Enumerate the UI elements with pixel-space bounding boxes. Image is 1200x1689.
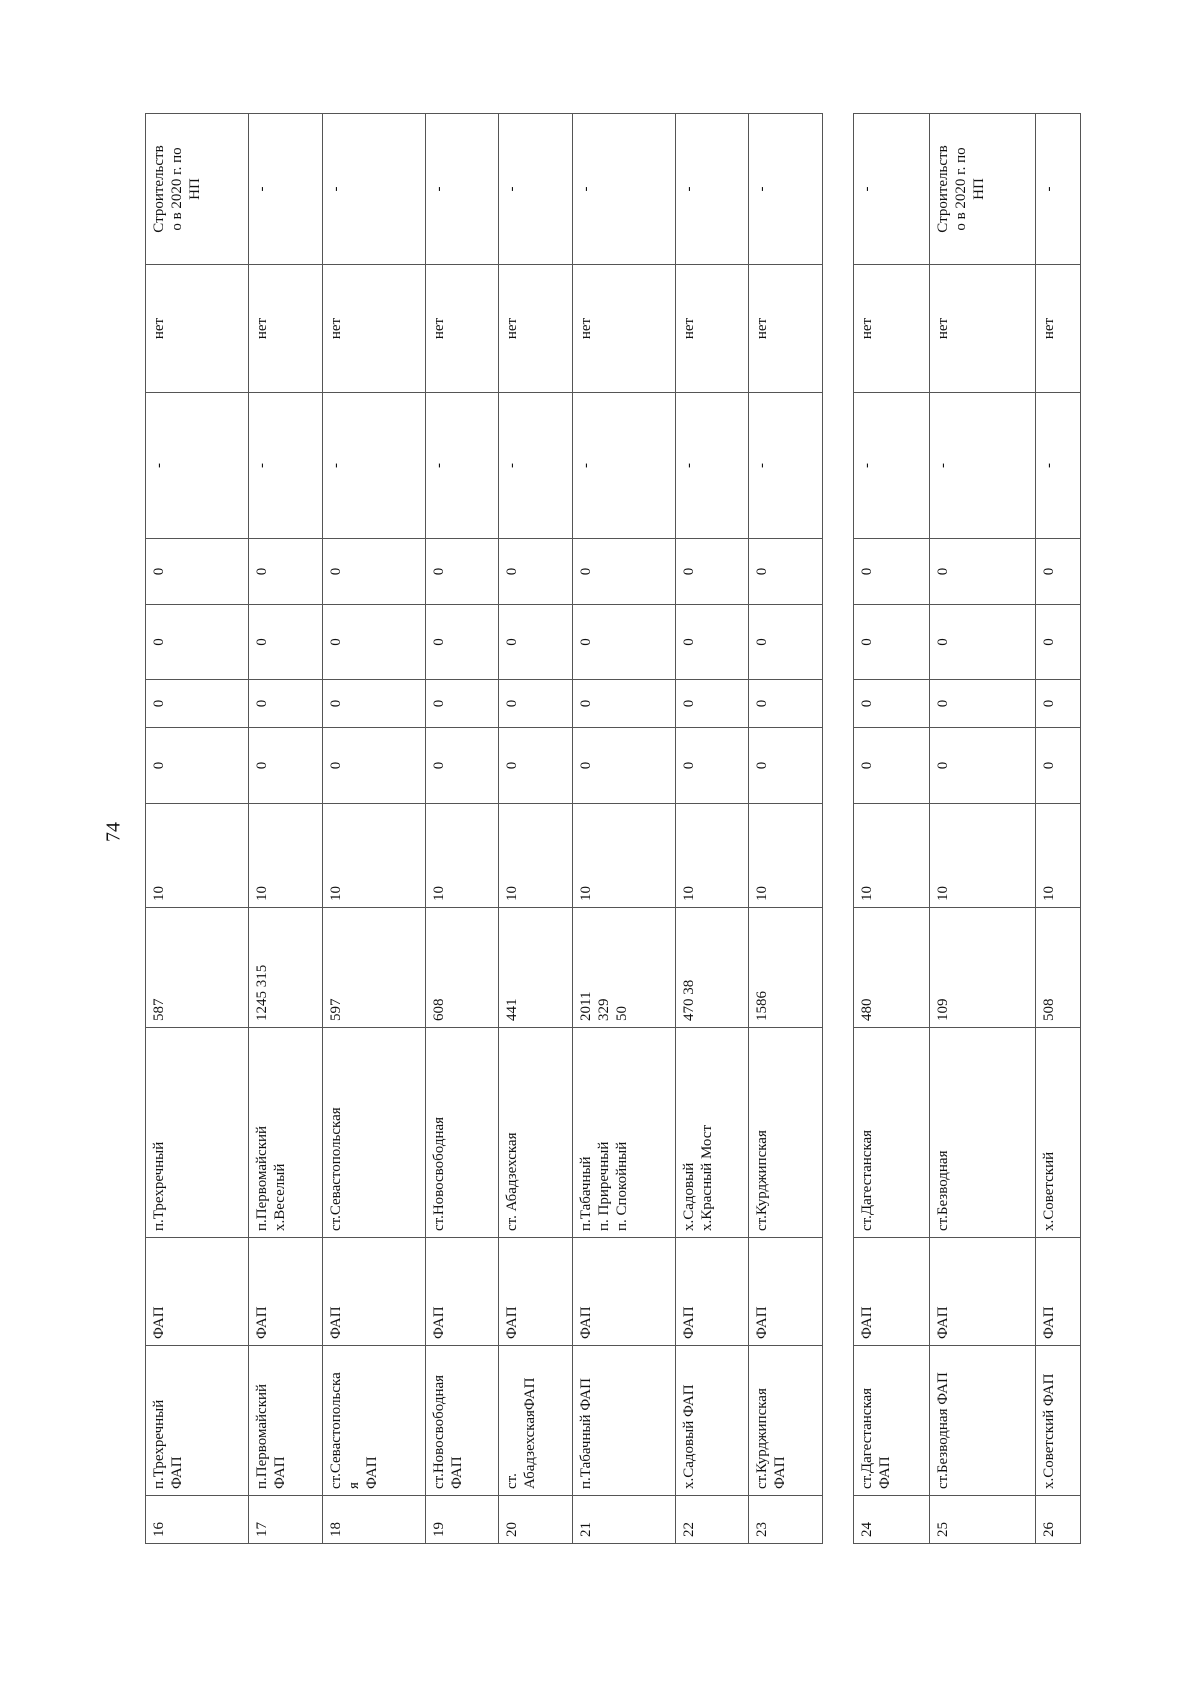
value-col-11: - [854,393,930,539]
facility-name-line: п.Табачный ФАП [577,1378,594,1489]
value-col-7: 0 [675,728,749,804]
value-col-7: 0 [749,728,823,804]
facility-type: ФАП [322,1238,425,1346]
value-col-11: - [675,393,749,539]
note [146,114,249,265]
population [929,908,1035,1028]
value-col-9: 0 [749,605,823,680]
value-col-9: 0 [499,605,573,680]
population [425,908,499,1028]
table-row [249,114,323,1544]
settlements [146,1028,249,1238]
population [854,908,930,1028]
population-line: 50 [613,1006,630,1021]
value-col-9: 0 [1035,605,1080,680]
value-col-11: - [929,393,1035,539]
value-col-9: 0 [854,605,930,680]
value-col-10: 0 [322,539,425,605]
population-line: 441 [504,998,521,1021]
facility-name-line: х.Советский ФАП [1040,1373,1057,1489]
value-col-6: 10 [854,804,930,908]
value-col-12: нет [146,265,249,393]
facility-name-line: ст.Севастопольска [327,1372,344,1489]
settlements [499,1028,573,1238]
population [249,908,323,1028]
facility-name-line: ФАП [877,1456,893,1489]
row-number: 17 [249,1496,323,1544]
table-row [572,114,675,1544]
note-line: НП [970,178,987,200]
settlements-line: х.Красный Мост [698,1124,715,1231]
facility-type: ФАП [1035,1238,1080,1346]
value-col-10: 0 [675,539,749,605]
value-col-11: - [499,393,573,539]
population-line: 1586 [754,991,771,1021]
value-col-8: 0 [675,680,749,728]
value-col-6: 10 [572,804,675,908]
note [854,114,930,265]
facility-name [249,1346,323,1496]
value-col-6: 10 [929,804,1035,908]
value-col-10: 0 [1035,539,1080,605]
settlements-line: ст.Дагестанская [859,1129,875,1231]
value-col-12: нет [249,265,323,393]
settlements [675,1028,749,1238]
facility-name [146,1346,249,1496]
row-number: 21 [572,1496,675,1544]
value-col-6: 10 [425,804,499,908]
value-col-9: 0 [675,605,749,680]
value-col-7: 0 [146,728,249,804]
value-col-11: - [146,393,249,539]
table-row [146,114,249,1544]
value-col-8: 0 [749,680,823,728]
facility-name [1035,1346,1080,1496]
settlements-line: ст.Новосвободная [430,1116,447,1231]
settlements [749,1028,823,1238]
row-number: 18 [322,1496,425,1544]
value-col-8: 0 [425,680,499,728]
note [322,114,425,265]
facility-name-line: я [345,1482,362,1489]
value-col-12: нет [675,265,749,393]
note-line: - [504,186,521,192]
value-col-12: нет [854,265,930,393]
settlements-line: х.Советский [1040,1151,1057,1231]
facility-type: ФАП [425,1238,499,1346]
population [675,908,749,1028]
facilities-table-1 [145,113,823,1544]
value-col-10: 0 [425,539,499,605]
note [1035,114,1080,265]
facilities-table-2 [853,113,1081,1544]
table-row [322,114,425,1544]
value-col-8: 0 [146,680,249,728]
table-row [675,114,749,1544]
value-col-7: 0 [1035,728,1080,804]
facility-type: ФАП [146,1238,249,1346]
facility-name-line: ФАП [772,1456,789,1489]
value-col-8: 0 [499,680,573,728]
value-col-6: 10 [499,804,573,908]
settlements-line: ст.Курджипская [754,1130,771,1231]
value-col-10: 0 [572,539,675,605]
note [499,114,573,265]
value-col-12: нет [572,265,675,393]
value-col-12: нет [499,265,573,393]
value-col-7: 0 [425,728,499,804]
facility-name-line: п.Трехречный [151,1399,167,1489]
table-row [929,114,1035,1544]
facility-name-line: ФАП [448,1456,465,1489]
note [929,114,1035,265]
facility-name-line: АбадзехскаяФАП [522,1377,539,1489]
value-col-6: 10 [675,804,749,908]
note-line: о в 2020 г. по [169,147,185,231]
note [572,114,675,265]
settlements-line: х.Садовый [680,1162,697,1231]
table-row [854,114,930,1544]
value-col-11: - [749,393,823,539]
population-line: 470 38 [680,979,697,1021]
facility-type: ФАП [675,1238,749,1346]
facility-name-line: ст.Дагестанская [859,1387,875,1489]
value-col-12: нет [425,265,499,393]
settlements-line: х.Веселый [272,1163,289,1231]
note [425,114,499,265]
facility-name-line: ФАП [272,1456,289,1489]
value-col-9: 0 [572,605,675,680]
population [749,908,823,1028]
note [675,114,749,265]
value-col-6: 10 [249,804,323,908]
facility-name-line: ФАП [169,1456,185,1489]
facility-name-line: п.Первомайский [254,1383,271,1489]
facility-name-line: х.Садовый ФАП [680,1384,697,1489]
value-col-11: - [572,393,675,539]
value-col-8: 0 [572,680,675,728]
value-col-7: 0 [929,728,1035,804]
facility-type: ФАП [749,1238,823,1346]
value-col-8: 0 [854,680,930,728]
settlements [322,1028,425,1238]
row-number: 23 [749,1496,823,1544]
settlements-line: п.Трехречный [151,1141,167,1231]
row-number: 19 [425,1496,499,1544]
note-line: - [680,186,697,192]
population [1035,908,1080,1028]
facility-type: ФАП [499,1238,573,1346]
facility-name [675,1346,749,1496]
facility-name [425,1346,499,1496]
note-line: о в 2020 г. по [952,147,969,231]
population [322,908,425,1028]
value-col-9: 0 [322,605,425,680]
settlements [1035,1028,1080,1238]
population [499,908,573,1028]
value-col-9: 0 [249,605,323,680]
table-row [749,114,823,1544]
note-line: - [754,186,771,192]
row-number: 20 [499,1496,573,1544]
settlements [425,1028,499,1238]
facility-type: ФАП [854,1238,930,1346]
page-number-text: 74 [102,822,125,842]
table-part-2 [853,114,1081,1544]
value-col-10: 0 [146,539,249,605]
facility-name-line: ФАП [363,1456,380,1489]
value-col-12: нет [1035,265,1080,393]
note-line: - [1040,186,1057,192]
note [749,114,823,265]
row-number: 24 [854,1496,930,1544]
value-col-10: 0 [929,539,1035,605]
value-col-6: 10 [322,804,425,908]
facility-name-line: ст. [504,1473,521,1489]
settlements-line: п. Спокойный [613,1141,630,1231]
row-number: 26 [1035,1496,1080,1544]
population-line: 587 [151,998,167,1021]
value-col-7: 0 [322,728,425,804]
note-line: - [430,186,447,192]
value-col-9: 0 [146,605,249,680]
value-col-6: 10 [146,804,249,908]
note-line: Строительств [934,145,951,233]
settlements [249,1028,323,1238]
note-line: - [577,186,594,192]
page-number [99,812,129,852]
facility-name [854,1346,930,1496]
facility-name [322,1346,425,1496]
value-col-8: 0 [929,680,1035,728]
facility-type: ФАП [249,1238,323,1346]
population-line: 508 [1040,998,1057,1021]
value-col-6: 10 [749,804,823,908]
value-col-8: 0 [322,680,425,728]
population-line: 480 [859,998,875,1021]
value-col-11: - [425,393,499,539]
value-col-8: 0 [1035,680,1080,728]
settlements [854,1028,930,1238]
table-row [425,114,499,1544]
note-line: НП [187,178,203,200]
population-line: 329 [595,998,612,1021]
facility-name [929,1346,1035,1496]
value-col-9: 0 [425,605,499,680]
settlements-line: п. Приречный [595,1141,612,1231]
row-number: 16 [146,1496,249,1544]
settlements [929,1028,1035,1238]
settlements-line: ст. Абадзехская [504,1132,521,1231]
row-number: 22 [675,1496,749,1544]
facility-name-line: ст.Курджипская [754,1388,771,1489]
value-col-7: 0 [499,728,573,804]
settlements-line: ст.Севастопольская [327,1107,344,1231]
settlements [572,1028,675,1238]
value-col-12: нет [929,265,1035,393]
facility-type: ФАП [929,1238,1035,1346]
value-col-12: нет [749,265,823,393]
value-col-12: нет [322,265,425,393]
population [572,908,675,1028]
value-col-11: - [322,393,425,539]
settlements-line: п.Первомайский [254,1125,271,1231]
settlements-line: ст.Безводная [934,1150,951,1231]
value-col-11: - [249,393,323,539]
table-row [1035,114,1080,1544]
note [249,114,323,265]
table-row [499,114,573,1544]
value-col-7: 0 [572,728,675,804]
value-col-6: 10 [1035,804,1080,908]
facility-name-line: ст.Новосвободная [430,1374,447,1489]
value-col-8: 0 [249,680,323,728]
value-col-10: 0 [499,539,573,605]
population-line: 608 [430,998,447,1021]
table-part-1 [145,114,823,1544]
population-line: 2011 [577,991,594,1021]
value-col-10: 0 [854,539,930,605]
facility-name-line: ст.Безводная ФАП [934,1372,951,1489]
note-line: - [327,186,344,192]
note-line: - [254,186,271,192]
population-line: 597 [327,998,344,1021]
value-col-7: 0 [249,728,323,804]
note-line: Строительств [151,145,167,233]
population [146,908,249,1028]
value-col-9: 0 [929,605,1035,680]
value-col-10: 0 [749,539,823,605]
settlements-line: п.Табачный [577,1156,594,1231]
facility-name [572,1346,675,1496]
facility-name [499,1346,573,1496]
population-line: 109 [934,998,951,1021]
population-line: 1245 315 [254,964,271,1021]
value-col-10: 0 [249,539,323,605]
row-number: 25 [929,1496,1035,1544]
facility-type: ФАП [572,1238,675,1346]
note-line: - [859,186,875,192]
value-col-7: 0 [854,728,930,804]
value-col-11: - [1035,393,1080,539]
facility-name [749,1346,823,1496]
